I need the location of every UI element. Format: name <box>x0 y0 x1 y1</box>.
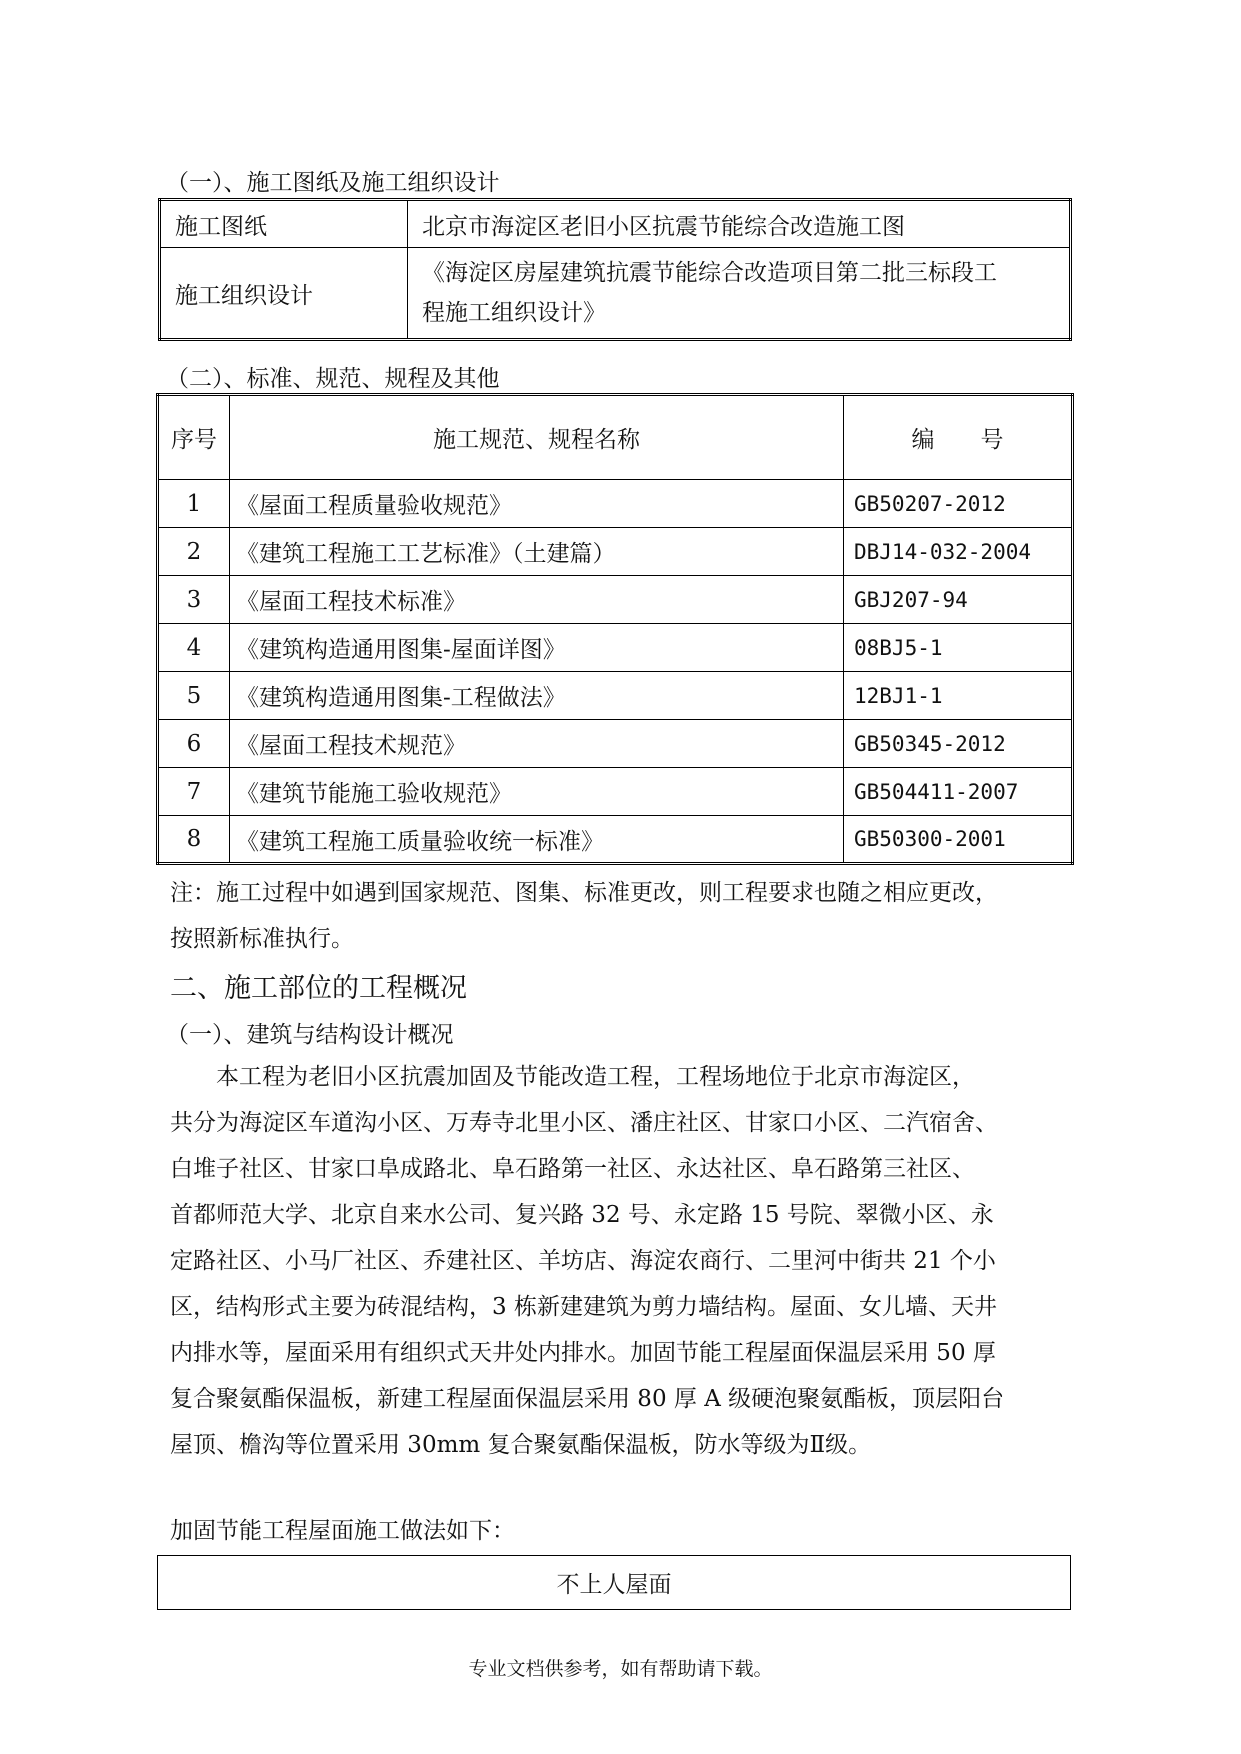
row-num: 4 <box>158 624 230 672</box>
paragraph-line: 本工程为老旧小区抗震加固及节能改造工程，工程场地位于北京市海淀区， <box>170 1064 975 1090</box>
paragraph-line: 复合聚氨酯保温板，新建工程屋面保温层采用 80 厚 A 级硬泡聚氨酯板，顶层阳台 <box>170 1386 1005 1412</box>
table-row <box>158 576 1073 624</box>
row-num: 8 <box>158 816 230 864</box>
roof-type-cell: 不上人屋面 <box>158 1556 1071 1610</box>
row-code: GB50345-2012 <box>844 720 1073 768</box>
paragraph-line: 定路社区、小马厂社区、乔建社区、羊坊店、海淀农商行、二里河中街共 21 个小 <box>170 1248 996 1274</box>
row-name: 《屋面工程技术标准》 <box>230 576 844 624</box>
table-row <box>160 248 1071 340</box>
row-code: GB504411-2007 <box>844 768 1073 816</box>
row-label: 施工图纸 <box>160 200 408 248</box>
row-name: 《屋面工程技术规范》 <box>230 720 844 768</box>
header-name: 施工规范、规程名称 <box>230 395 844 480</box>
paragraph-line: 共分为海淀区车道沟小区、万寿寺北里小区、潘庄社区、甘家口小区、二汽宿舍、 <box>170 1110 998 1136</box>
value-line: 北京市海淀区老旧小区抗震节能综合改造施工图 <box>422 213 905 240</box>
table-row <box>160 200 1071 248</box>
row-value <box>408 200 1071 248</box>
table-header-row <box>158 1556 1071 1610</box>
row-name: 《建筑节能施工验收规范》 <box>230 768 844 816</box>
table-row <box>158 720 1073 768</box>
note-line: 按照新标准执行。 <box>170 926 354 952</box>
row-name: 《建筑工程施工质量验收统一标准》 <box>230 816 844 864</box>
header-seq: 序号 <box>158 395 230 480</box>
value-line: 程施工组织设计》 <box>422 300 606 326</box>
paragraph-line: 首都师范大学、北京自来水公司、复兴路 32 号、永定路 15 号院、翠微小区、永 <box>170 1202 994 1228</box>
table-row <box>158 528 1073 576</box>
value-line: 《海淀区房屋建筑抗震节能综合改造项目第二批三标段工 <box>422 260 997 286</box>
paragraph-line: 白堆子社区、甘家口阜成路北、阜石路第一社区、永达社区、阜石路第三社区、 <box>170 1156 975 1182</box>
paragraph-line: 屋顶、檐沟等位置采用 30mm 复合聚氨酯保温板，防水等级为Ⅱ级。 <box>170 1432 872 1458</box>
note <box>170 870 998 962</box>
paragraph-line: 区，结构形式主要为砖混结构，3 栋新建建筑为剪力墙结构。屋面、女儿墙、天井 <box>170 1294 997 1320</box>
row-code: GB50207-2012 <box>844 480 1073 528</box>
paragraph-line: 内排水等，屋面采用有组织式天井处内排水。加固节能工程屋面保温层采用 50 厚 <box>170 1340 996 1366</box>
row-label: 施工组织设计 <box>160 248 408 340</box>
table-row <box>158 624 1073 672</box>
row-value <box>408 248 1071 340</box>
table-header-row <box>158 395 1073 480</box>
row-code: GB50300-2001 <box>844 816 1073 864</box>
table-row <box>158 480 1073 528</box>
row-num: 3 <box>158 576 230 624</box>
row-num: 6 <box>158 720 230 768</box>
row-num: 1 <box>158 480 230 528</box>
method-intro: 加固节能工程屋面施工做法如下： <box>170 1518 515 1544</box>
subsection-heading: （一）、建筑与结构设计概况 <box>166 1022 454 1048</box>
header-code: 编 号 <box>844 395 1073 480</box>
section2-title: （二）、标准、规范、规程及其他 <box>166 366 500 392</box>
table-row <box>158 768 1073 816</box>
row-name: 《屋面工程质量验收规范》 <box>230 480 844 528</box>
table-row <box>158 816 1073 864</box>
row-code: GBJ207-94 <box>844 576 1073 624</box>
standards-table <box>156 393 1074 865</box>
roof-method-table <box>157 1555 1071 1610</box>
row-num: 5 <box>158 672 230 720</box>
table-row <box>158 672 1073 720</box>
drawings-design-table <box>158 198 1072 341</box>
row-code: 08BJ5-1 <box>844 624 1073 672</box>
page-footer: 专业文档供参考，如有帮助请下载。 <box>468 1658 773 1680</box>
row-code: DBJ14-032-2004 <box>844 528 1073 576</box>
note-line: 注：施工过程中如遇到国家规范、图集、标准更改，则工程要求也随之相应更改， <box>170 880 998 906</box>
row-name: 《建筑工程施工工艺标准》（土建篇） <box>230 528 844 576</box>
overview-paragraph <box>170 1054 1004 1468</box>
section1-title: （一）、施工图纸及施工组织设计 <box>166 170 500 196</box>
section-heading: 二、施工部位的工程概况 <box>170 973 467 1004</box>
row-code: 12BJ1-1 <box>844 672 1073 720</box>
row-name: 《建筑构造通用图集-工程做法》 <box>230 672 844 720</box>
row-num: 2 <box>158 528 230 576</box>
row-num: 7 <box>158 768 230 816</box>
row-name: 《建筑构造通用图集-屋面详图》 <box>230 624 844 672</box>
